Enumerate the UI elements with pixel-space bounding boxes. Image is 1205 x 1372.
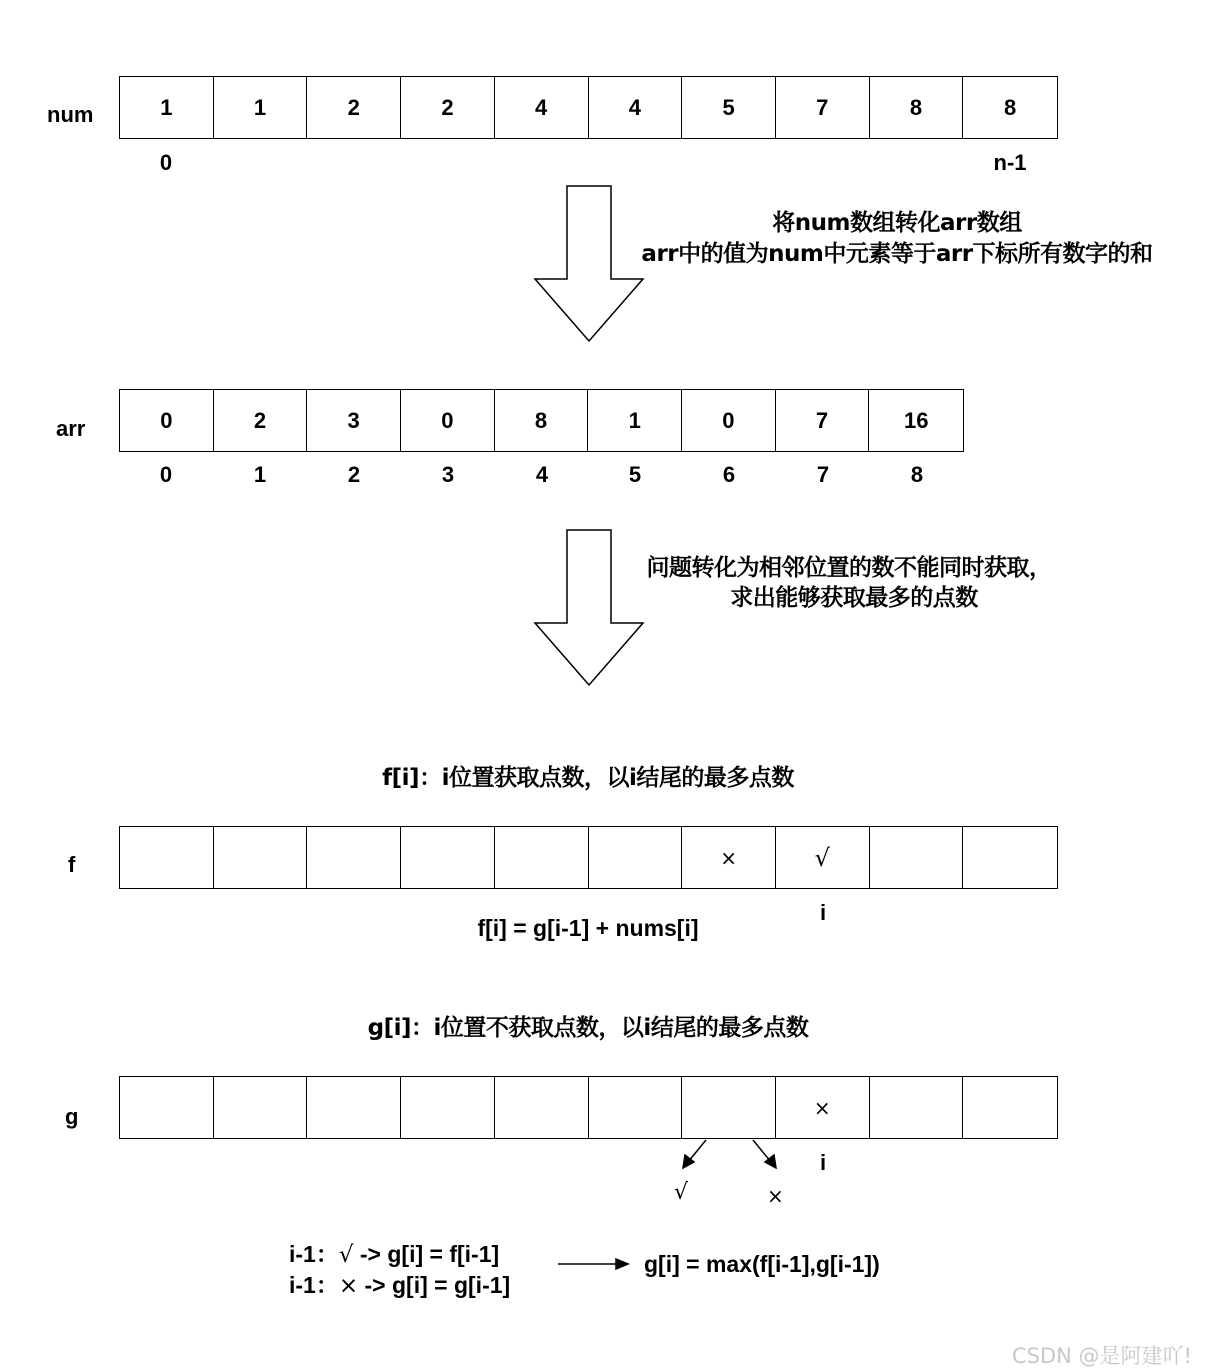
num-cell: 2 bbox=[401, 77, 495, 138]
branch-arrow-right bbox=[753, 1140, 776, 1168]
g-cell bbox=[963, 1077, 1057, 1138]
f-cell-cross: × bbox=[682, 827, 776, 888]
arr-index: 4 bbox=[535, 462, 549, 487]
case-check-line bbox=[289, 1236, 499, 1269]
case-cross-rest: -> g[i] = g[i-1] bbox=[358, 1272, 511, 1298]
branch-check-mark: √ bbox=[674, 1180, 689, 1205]
branch-cross-mark: × bbox=[767, 1184, 784, 1208]
f-definition: f[i]：i位置获取点数，以i结尾的最多点数 bbox=[382, 765, 794, 791]
g-cell bbox=[120, 1077, 214, 1138]
case-cross-mark: × bbox=[338, 1273, 359, 1299]
f-cell-check: √ bbox=[776, 827, 870, 888]
arr-cell: 1 bbox=[588, 390, 682, 451]
arr-cell: 7 bbox=[776, 390, 870, 451]
g-cell bbox=[589, 1077, 683, 1138]
arr-cell: 2 bbox=[214, 390, 308, 451]
arr-array bbox=[119, 389, 964, 452]
arr-label: arr bbox=[56, 416, 86, 441]
case-check-rest: -> g[i] = f[i-1] bbox=[353, 1241, 500, 1267]
g-cell bbox=[214, 1077, 308, 1138]
down-arrow-2 bbox=[535, 530, 643, 685]
num-cell: 4 bbox=[589, 77, 683, 138]
f-cell bbox=[401, 827, 495, 888]
case-check-prefix: i-1： bbox=[289, 1241, 339, 1267]
g-cell bbox=[401, 1077, 495, 1138]
g-cell bbox=[307, 1077, 401, 1138]
arr-index: 7 bbox=[816, 462, 830, 487]
step2-note-line2: 求出能够获取最多的点数 bbox=[730, 585, 978, 611]
f-cell bbox=[963, 827, 1057, 888]
watermark: CSDN @是阿建吖! bbox=[1012, 1344, 1192, 1368]
num-label: num bbox=[47, 102, 94, 127]
step1-note-line2: arr中的值为num中元素等于arr下标所有数字的和 bbox=[641, 241, 1153, 267]
f-i-label: i bbox=[819, 900, 827, 925]
f-cell bbox=[589, 827, 683, 888]
g-array bbox=[119, 1076, 1058, 1139]
arr-cell: 0 bbox=[120, 390, 214, 451]
num-index-start: 0 bbox=[159, 150, 173, 175]
arr-index: 5 bbox=[628, 462, 642, 487]
g-definition: g[i]：i位置不获取点数，以i结尾的最多点数 bbox=[367, 1015, 809, 1041]
case-cross-prefix: i-1： bbox=[289, 1272, 339, 1298]
f-label: f bbox=[68, 852, 76, 877]
num-cell: 4 bbox=[495, 77, 589, 138]
f-cell bbox=[495, 827, 589, 888]
f-cell bbox=[307, 827, 401, 888]
num-cell: 1 bbox=[214, 77, 308, 138]
g-cell-cross: × bbox=[776, 1077, 870, 1138]
arr-index: 1 bbox=[253, 462, 267, 487]
arr-index: 2 bbox=[347, 462, 361, 487]
arr-cell: 3 bbox=[307, 390, 401, 451]
step2-note-line1: 问题转化为相邻位置的数不能同时获取， bbox=[646, 555, 1052, 581]
f-cell bbox=[120, 827, 214, 888]
num-index-end: n-1 bbox=[993, 150, 1027, 175]
arr-index: 0 bbox=[159, 462, 173, 487]
num-array bbox=[119, 76, 1058, 139]
g-label: g bbox=[65, 1104, 79, 1129]
down-arrow-1 bbox=[535, 186, 643, 341]
g-cell bbox=[682, 1077, 776, 1138]
arr-index: 8 bbox=[910, 462, 924, 487]
f-cell bbox=[870, 827, 964, 888]
g-cell bbox=[495, 1077, 589, 1138]
result-arrow bbox=[558, 1259, 628, 1269]
arr-index: 6 bbox=[722, 462, 736, 487]
num-cell: 8 bbox=[1004, 94, 1017, 120]
arr-cell: 8 bbox=[495, 390, 589, 451]
f-formula: f[i] = g[i-1] + nums[i] bbox=[477, 915, 699, 941]
num-cell: 2 bbox=[307, 77, 401, 138]
g-i-label: i bbox=[819, 1150, 827, 1175]
arr-index: 3 bbox=[441, 462, 455, 487]
case-check-mark: √ bbox=[338, 1242, 354, 1268]
arr-cell: 0 bbox=[682, 390, 776, 451]
num-cell: 8 bbox=[870, 77, 964, 138]
f-cell bbox=[214, 827, 308, 888]
num-cell: 7 bbox=[776, 77, 870, 138]
num-cell: 5 bbox=[682, 77, 776, 138]
g-cell bbox=[870, 1077, 964, 1138]
arr-cell: 0 bbox=[401, 390, 495, 451]
g-result-formula: g[i] = max(f[i-1],g[i-1]) bbox=[644, 1251, 880, 1277]
step1-note-line1: 将num数组转化arr数组 bbox=[772, 210, 1022, 236]
case-cross-line bbox=[289, 1267, 510, 1300]
num-cell: 1 bbox=[120, 77, 214, 138]
f-array bbox=[119, 826, 1058, 889]
arr-cell: 16 bbox=[903, 407, 929, 433]
branch-arrow-left bbox=[683, 1140, 706, 1168]
